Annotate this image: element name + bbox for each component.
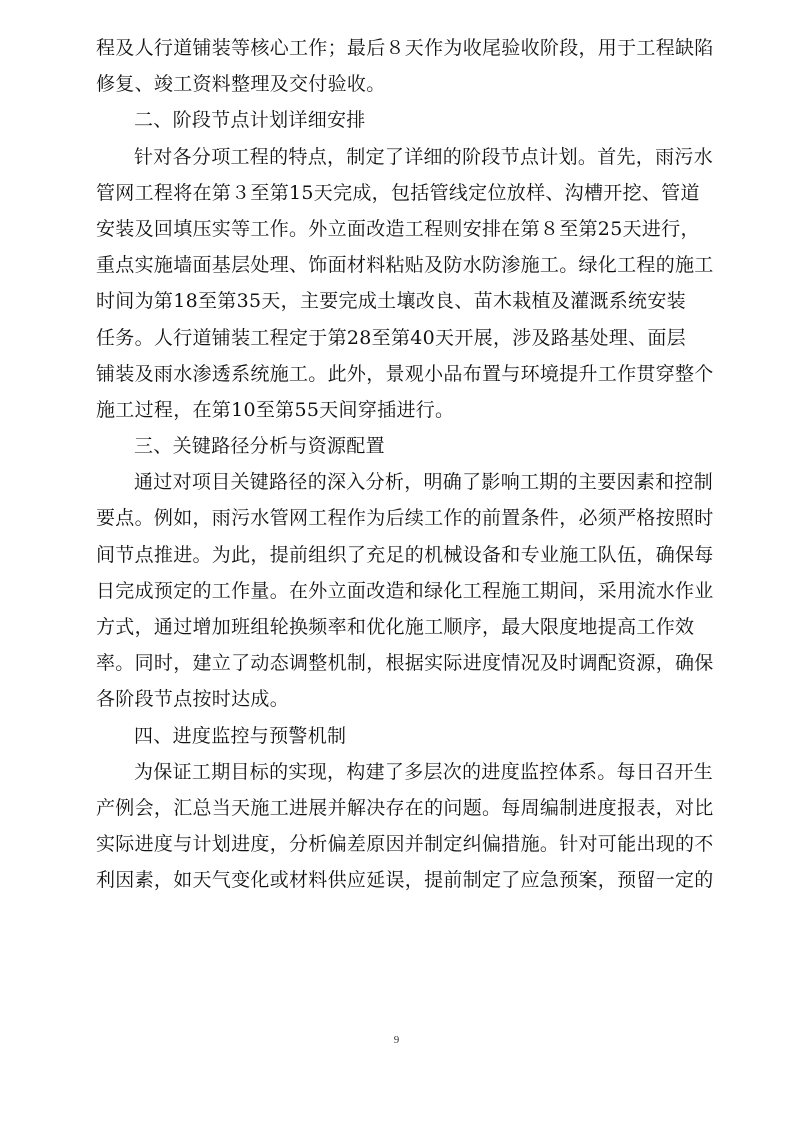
text-line: 实际进度与计划进度，分析偏差原因并制定纠偏措施。针对可能出现的不: [96, 833, 714, 856]
text-line: 程及人行道铺装等核心工作；最后８天作为收尾验收阶段，用于工程缺陷: [96, 37, 714, 59]
text-line: 针对各分项工程的特点，制定了详细的阶段节点计划。首先，雨污水: [134, 145, 714, 168]
heading-text: 二、阶段节点计划详细安排: [134, 109, 366, 132]
text-line: 修复、竣工资料整理及交付验收。: [96, 73, 386, 96]
text-line: 时间为第18至第35天，主要完成土壤改良、苗木栽植及灌溉系统安装: [96, 290, 686, 313]
paragraph-continued: [96, 30, 714, 102]
document-page: [96, 30, 714, 899]
text-line: 重点实施墙面基层处理、饰面材料粘贴及防水防渗施工。绿化工程的施工: [96, 254, 714, 277]
text-line: 为保证工期目标的实现，构建了多层次的进度监控体系。每日召开生: [134, 760, 714, 783]
text-line: 通过对项目关键路径的深入分析，明确了影响工期的主要因素和控制: [134, 471, 714, 494]
text-line: 各阶段节点按时达成。: [96, 688, 290, 711]
text-line: 施工过程，在第10至第55天间穿插进行。: [96, 398, 455, 421]
text-line: 产例会，汇总当天施工进展并解决存在的问题。每周编制进度报表，对比: [96, 796, 714, 819]
section-heading-2: [96, 102, 696, 138]
text-line: 方式，通过增加班组轮换频率和优化施工顺序，最大限度地提高工作效: [96, 616, 695, 638]
text-line: 铺装及雨水渗透系统施工。此外，景观小品布置与环境提升工作贯穿整个: [96, 362, 714, 385]
paragraph-monitoring: [96, 754, 714, 899]
text-line: 日完成预定的工作量。在外立面改造和绿化工程施工期间，采用流水作业: [96, 579, 714, 602]
text-line: 安装及回填压实等工作。外立面改造工程则安排在第８至第25天进行，: [96, 217, 700, 240]
paragraph-stage-plan: [96, 139, 714, 429]
page-number: 9: [393, 1034, 400, 1046]
text-line: 间节点推进。为此，提前组织了充足的机械设备和专业施工队伍，确保每: [96, 543, 714, 566]
section-heading-3: [96, 428, 696, 464]
section-heading-4: [96, 718, 696, 754]
heading-text: 三、关键路径分析与资源配置: [134, 435, 385, 458]
text-line: 要点。例如，雨污水管网工程作为后续工作的前置条件，必须严格按照时: [96, 507, 714, 530]
text-line: 管网工程将在第３至第15天完成，包括管线定位放样、沟槽开挖、管道: [96, 181, 700, 204]
text-line: 率。同时，建立了动态调整机制，根据实际进度情况及时调配资源，确保: [96, 652, 714, 675]
text-line: 任务。人行道铺装工程定于第28至第40天开展，涉及路基处理、面层: [96, 326, 686, 349]
text-line: 利因素，如天气变化或材料供应延误，提前制定了应急预案，预留一定的: [96, 869, 714, 892]
heading-text: 四、进度监控与预警机制: [134, 724, 347, 747]
paragraph-critical-path: [96, 464, 714, 717]
